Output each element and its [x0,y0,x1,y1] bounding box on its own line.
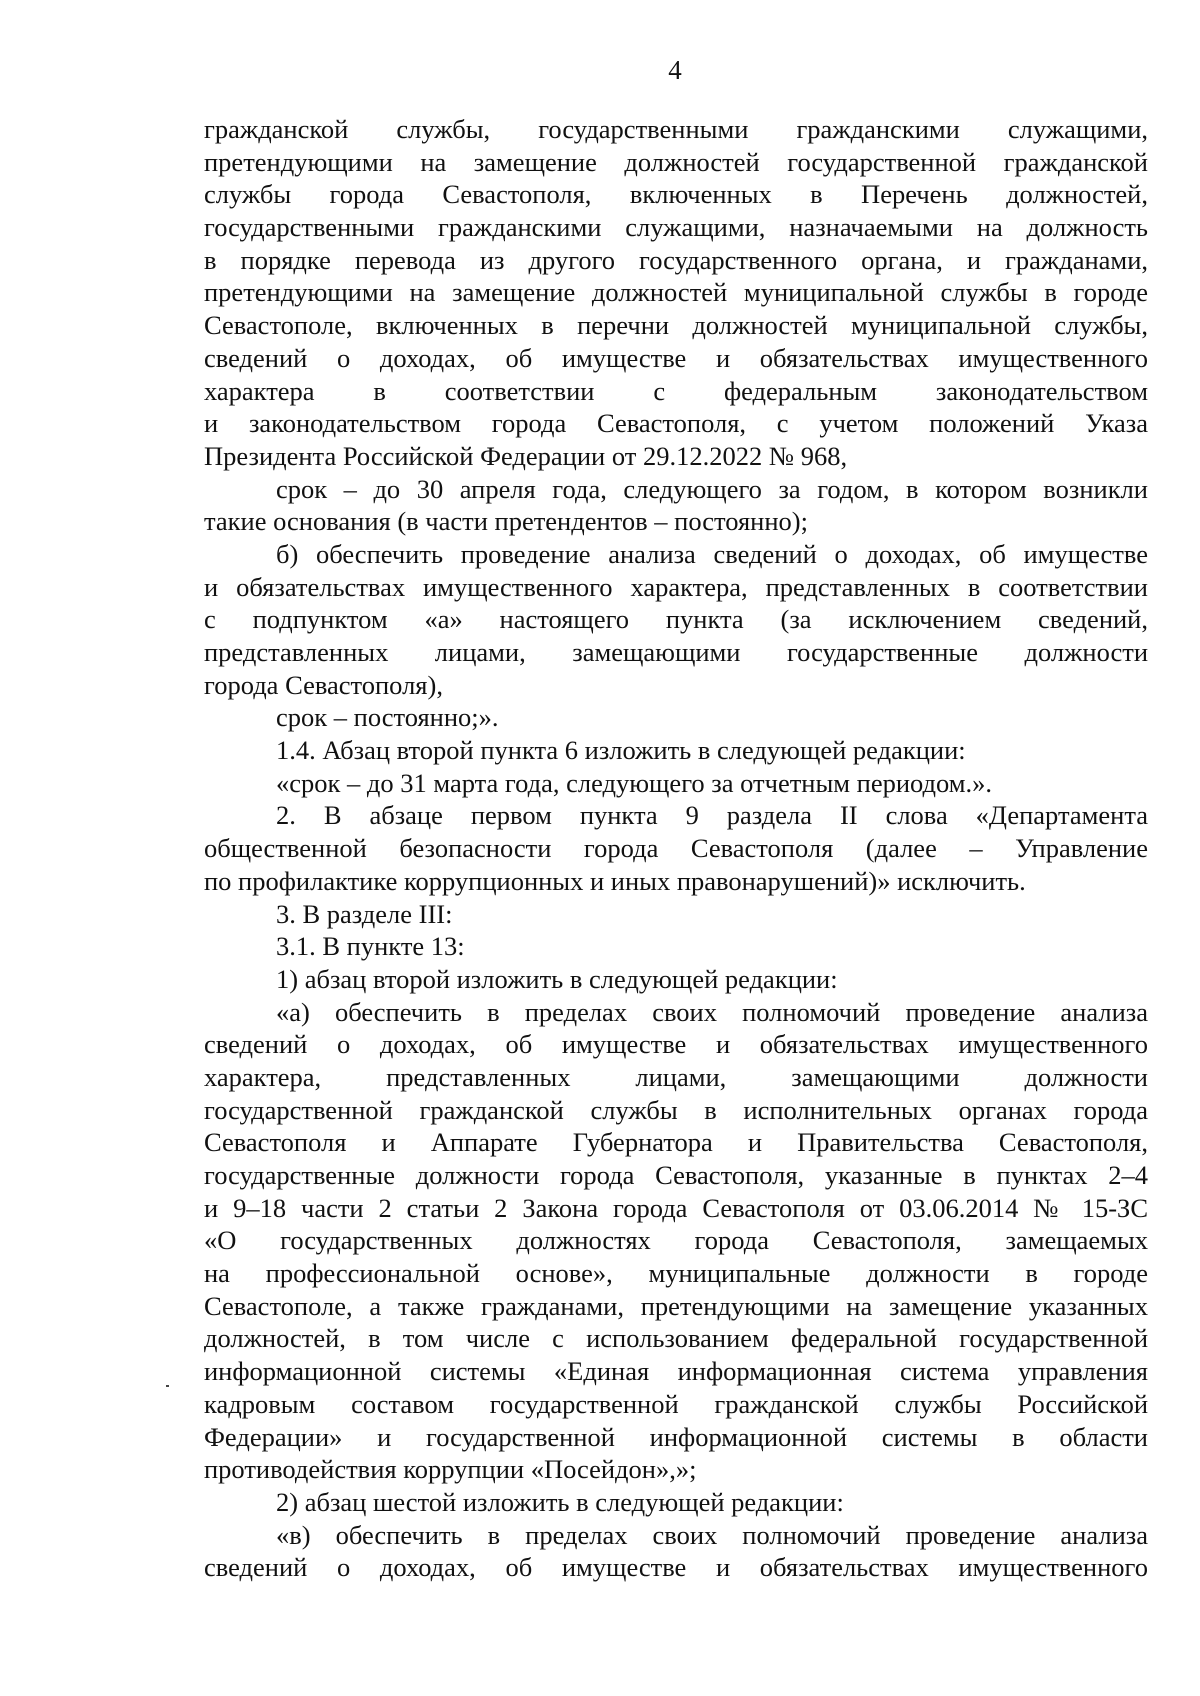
text-line: государственные должности города Севастополя, указанные в пунктах 2–4 [204,1160,1148,1190]
text-line: и 9–18 части 2 статьи 2 Закона города Севастополя от 03.06.2014 № 15-ЗС [204,1192,1148,1223]
text-line: 2. В абзаце первом пункта 9 раздела II слова «Департамента [276,800,1148,831]
text-line: «срок – до 31 марта года, следующего за отчетным периодом.». [276,767,993,798]
text-line: по профилактике коррупционных и иных правонарушений)» исключить. [204,865,1026,896]
text-line: б) обеспечить проведение анализа сведений о доходах, об имуществе [276,538,1148,569]
text-line: характера в соответствии с федеральным законодательством [204,375,1148,406]
text-line: Севастополя и Аппарате Губернатора и Правительства Севастополя, [204,1127,1148,1158]
text-line: с подпунктом «а» настоящего пункта (за исключением сведений, [204,604,1148,635]
text-line: общественной безопасности города Севастополя (далее – Управление [204,833,1148,864]
text-line: такие основания (в части претендентов – постоянно); [204,506,808,537]
text-line: сведений о доходах, об имуществе и обязательствах имущественного [204,1552,1148,1583]
text-line: 2) абзац шестой изложить в следующей редакции: [276,1486,844,1517]
scan-speck [166,1385,169,1387]
text-line: должностей, в том числе с использованием федеральной государственной [204,1323,1148,1354]
text-line: «О государственных должностях города Севастополя, замещаемых [204,1225,1148,1256]
text-line: «а) обеспечить в пределах своих полномочий проведение анализа [276,996,1148,1027]
text-line: 3.1. В пункте 13: [276,931,465,962]
text-line: службы города Севастополя, включенных в Перечень должностей, [204,179,1148,210]
text-line: Федерации» и государственной информационной системы в области [204,1421,1148,1452]
text-line: представленных лицами, замещающими государственные должности [204,637,1148,667]
text-line: срок – до 30 апреля года, следующего за годом, в котором возникли [276,473,1148,504]
text-line: характера, представленных лицами, замещающими должности [204,1061,1148,1092]
text-line: претендующими на замещение должностей муниципальной службы в городе [204,277,1148,308]
text-line: 1.4. Абзац второй пункта 6 изложить в следующей редакции: [276,735,966,766]
text-line: Севастополе, включенных в перечни должностей муниципальной службы, [204,310,1148,341]
text-line: и законодательством города Севастополя, с учетом положений Указа [204,408,1148,439]
text-line: в порядке перевода из другого государственного органа, и гражданами, [204,244,1148,275]
text-line: Президента Российской Федерации от 29.12.2022 № 968, [204,440,848,471]
text-line: кадровым составом государственной гражданской службы Российской [204,1388,1148,1419]
text-line: 3. В разделе III: [276,898,453,929]
text-line: «в) обеспечить в пределах своих полномочий проведение анализа [276,1519,1148,1550]
text-line: сведений о доходах, об имуществе и обязательствах имущественного [204,342,1148,373]
document-body [204,113,1148,1584]
text-line: срок – постоянно;». [276,702,499,733]
text-line: гражданской службы, государственными гражданскими служащими, [204,114,1148,144]
text-line: государственной гражданской службы в исполнительных органах города [204,1094,1148,1125]
text-line: города Севастополя), [204,669,443,700]
text-line: информационной системы «Единая информационная система управления [204,1356,1148,1387]
text-line: 1) абзац второй изложить в следующей редакции: [276,963,838,994]
text-line: противодействия коррупции «Посейдон»,»; [204,1454,697,1485]
text-line: и обязательствах имущественного характера, представленных в соответствии [204,571,1148,602]
page-number: 4 [668,55,682,85]
text-line: Севастополе, а также гражданами, претендующими на замещение указанных [204,1290,1148,1321]
text-line: на профессиональной основе», муниципальные должности в городе [204,1258,1148,1289]
text-line: государственными гражданскими служащими, назначаемыми на должность [204,212,1148,243]
text-line: претендующими на замещение должностей государственной гражданской [204,146,1148,177]
text-line: сведений о доходах, об имуществе и обязательствах имущественного [204,1029,1148,1060]
